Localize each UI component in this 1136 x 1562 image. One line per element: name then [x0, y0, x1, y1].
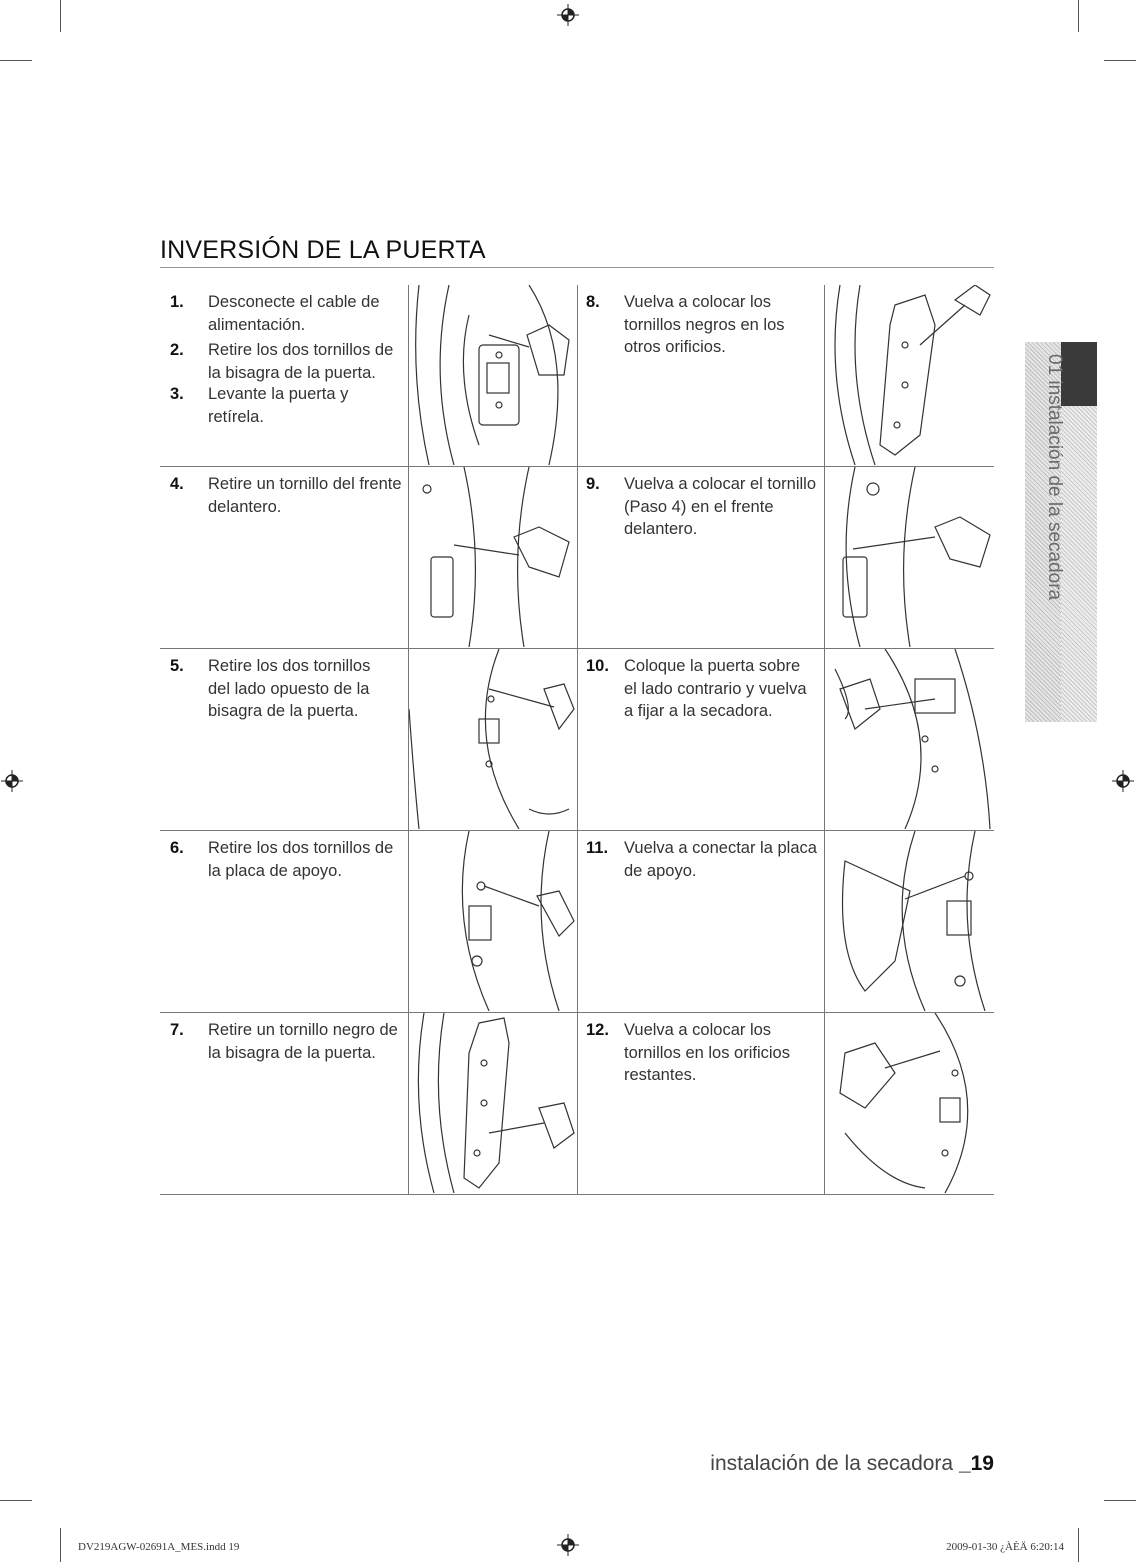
registration-mark-icon [557, 1534, 579, 1556]
front-screw-reinstall-illustration [825, 467, 994, 647]
step-4: 4. Retire un tornillo del frente delantero. [170, 475, 402, 516]
door-refit-illustration [825, 649, 994, 829]
section-side-tab [1025, 342, 1097, 722]
crop-mark [0, 60, 32, 61]
page-footer [710, 1452, 994, 1476]
crop-mark [60, 0, 61, 32]
table-row [160, 831, 994, 1013]
side-tab-label: 01 instalación de la secadora [1044, 354, 1065, 601]
step-7: 7. Retire un tornillo negro de la bisagra de la puerta. [170, 1021, 398, 1062]
crop-mark [1078, 1528, 1079, 1562]
hinge-screw-illustration [409, 285, 577, 465]
step-1: 1. Desconecte el cable de alimentación. [170, 293, 380, 334]
table-row [160, 285, 994, 467]
support-plate-reinstall-illustration [825, 831, 994, 1011]
hinge-reinstall-illustration [825, 285, 994, 465]
step-2: 2. Retire los dos tornillos de la bisagra de la puerta. [170, 341, 394, 382]
print-slug-date: 2009-01-30 ¿ÀÈÄ 6:20:14 [946, 1541, 1064, 1553]
crop-mark [1104, 60, 1136, 61]
step-5: 5. Retire los dos tornillos del lado opuesto de la bisagra de la puerta. [170, 657, 371, 720]
steps-table [160, 285, 994, 1195]
title-divider [160, 267, 994, 268]
step-6: 6. Retire los dos tornillos de la placa de apoyo. [170, 839, 394, 880]
table-row [160, 1013, 994, 1195]
step-12: 12. Vuelva a colocar los tornillos en los orificios restantes. [586, 1021, 790, 1084]
crop-mark [1104, 1500, 1136, 1501]
remaining-screws-illustration [825, 1013, 994, 1193]
registration-mark-icon [557, 4, 579, 26]
step-8: 8. Vuelva a colocar los tornillos negros en los otros orificios. [586, 293, 785, 356]
registration-mark-icon [1, 770, 23, 792]
front-screw-illustration [409, 467, 577, 647]
table-row [160, 649, 994, 831]
print-slug-file: DV219AGW-02691A_MES.indd 19 [78, 1541, 240, 1553]
page-title: INVERSIÓN DE LA PUERTA [160, 236, 486, 264]
step-3: 3. Levante la puerta y retírela. [170, 385, 349, 426]
page-number: _19 [958, 1452, 994, 1475]
step-11: 11. Vuelva a conectar la placa de apoyo. [586, 839, 817, 880]
black-screw-illustration [409, 1013, 577, 1193]
opposite-side-screw-illustration [409, 649, 577, 829]
crop-mark [0, 1500, 32, 1501]
step-9: 9. Vuelva a colocar el tornillo (Paso 4) en el frente delantero. [586, 475, 816, 538]
footer-section-title: instalación de la secadora [710, 1452, 954, 1475]
registration-mark-icon [1112, 770, 1134, 792]
step-10: 10. Coloque la puerta sobre el lado contrario y vuelva a fijar a la secadora. [586, 657, 807, 720]
crop-mark [60, 1528, 61, 1562]
table-row [160, 467, 994, 649]
crop-mark [1078, 0, 1079, 32]
support-plate-screw-illustration [409, 831, 577, 1011]
